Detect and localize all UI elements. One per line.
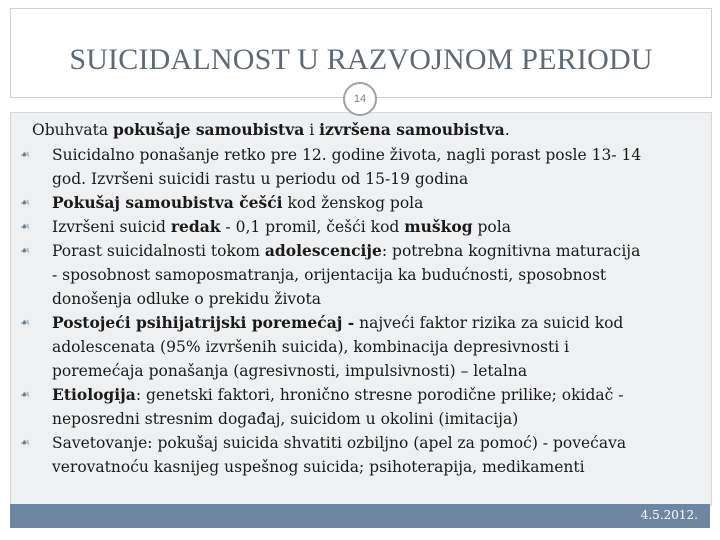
list-item — [20, 239, 696, 311]
item-text: Porast suicidalnosti tokom — [52, 242, 265, 260]
fleuron-bullet-icon: ☙ — [20, 148, 30, 161]
item-line — [52, 311, 696, 335]
slide-date: 4.5.2012. — [640, 508, 698, 522]
fleuron-bullet-icon: ☙ — [20, 244, 30, 257]
fleuron-bullet-icon: ☙ — [20, 220, 30, 233]
fleuron-bullet-icon: ☙ — [20, 316, 30, 329]
item-text: : genetski faktori, hronično stresne porodične prilike; okidač - — [135, 386, 624, 404]
footer-bar — [10, 504, 710, 528]
item-text: : potrebna kognitivna maturacija — [381, 242, 641, 260]
item-emphasis: muškog — [404, 217, 473, 236]
list-item — [20, 215, 696, 239]
item-text: pola — [472, 218, 511, 236]
intro-text: . — [504, 121, 510, 139]
fleuron-bullet-icon: ☙ — [20, 436, 30, 449]
item-text: najveći faktor rizika za suicid kod — [354, 314, 624, 332]
item-text: Izvršeni suicid — [52, 218, 171, 236]
item-line: poremećaja ponašanja (agresivnosti, impulsivnosti) – letalna — [52, 362, 528, 380]
item-line: - sposobnost samoposmatranja, orijentacija ka budućnosti, sposobnost — [52, 266, 607, 284]
intro-emphasis: izvršena samoubistva — [319, 120, 505, 139]
item-line: adolescenata (95% izvršenih suicida), kombinacija depresivnosti i — [52, 338, 570, 356]
intro-emphasis: pokušaje samoubistva — [113, 120, 305, 139]
intro-text: Obuhvata — [32, 121, 113, 139]
item-text: kod ženskog pola — [282, 194, 424, 212]
list-item — [20, 431, 696, 479]
item-emphasis: redak — [170, 217, 221, 236]
item-line — [52, 191, 696, 215]
item-line: Suicidalno ponašanje retko pre 12. godine života, nagli porast posle 13- 14 — [52, 146, 642, 164]
item-emphasis: Postojeći psihijatrijski poremećaj - — [52, 313, 355, 332]
page-number-badge: 14 — [343, 82, 377, 116]
item-line — [52, 239, 696, 263]
slide-title: SUICIDALNOST U RAZVOJNOM PERIODU — [69, 43, 653, 76]
item-line — [52, 383, 696, 407]
item-line: neposredni stresnim događaj, suicidom u okolini (imitacija) — [52, 410, 519, 428]
item-line: donošenja odluke o prekidu života — [52, 290, 321, 308]
list-item — [20, 311, 696, 383]
list-item — [20, 143, 696, 191]
slide-content — [20, 118, 696, 479]
intro-paragraph — [32, 118, 696, 142]
fleuron-bullet-icon: ☙ — [20, 388, 30, 401]
list-item — [20, 383, 696, 431]
item-line: verovatnoću kasnijeg uspešnog suicida; psihoterapija, medikamenti — [52, 458, 585, 476]
item-line: god. Izvršeni suicidi rastu u periodu od 15-19 godina — [52, 170, 469, 188]
bullet-list — [20, 143, 696, 479]
item-line: Savetovanje: pokušaj suicida shvatiti ozbiljno (apel za pomoć) - povećava — [52, 434, 627, 452]
list-item — [20, 191, 696, 215]
item-emphasis: Pokušaj samoubistva češći — [52, 193, 283, 212]
fleuron-bullet-icon: ☙ — [20, 196, 30, 209]
item-emphasis: adolescencije — [264, 241, 382, 260]
item-emphasis: Etiologija — [52, 385, 136, 404]
item-line — [52, 215, 696, 239]
intro-text: i — [304, 121, 320, 139]
item-text: - 0,1 promil, češći kod — [220, 218, 405, 236]
